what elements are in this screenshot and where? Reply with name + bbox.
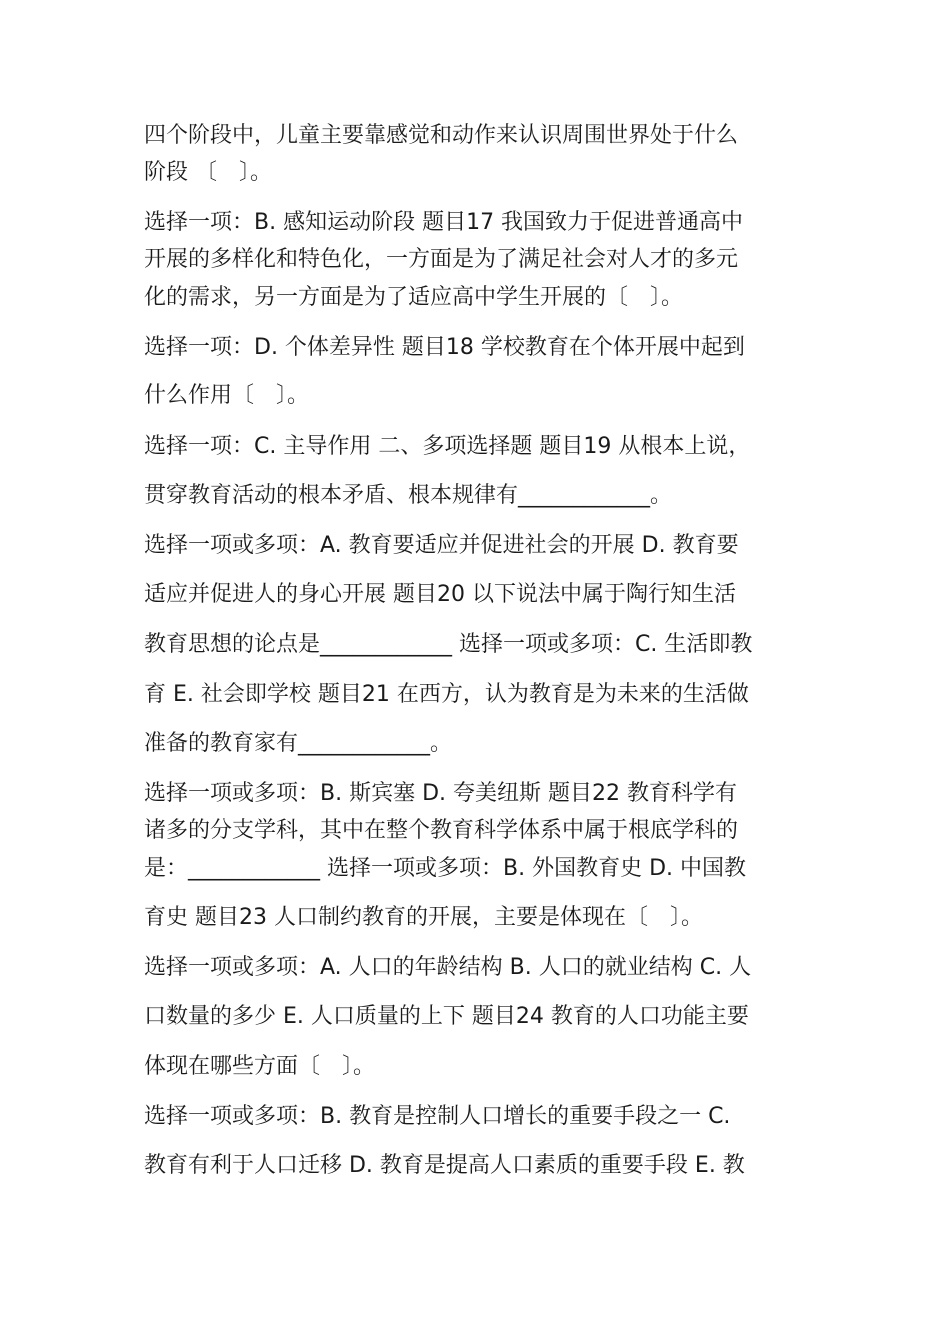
text-line: 四个阶段中，儿童主要靠感觉和动作来认识周围世界处于什么 bbox=[144, 123, 739, 148]
text-line: 选择一项或多项：A. 人口的年龄结构 B. 人口的就业结构 C. 人 bbox=[144, 955, 752, 980]
text-line: 准备的教育家有____________。 bbox=[144, 731, 453, 756]
text-line: 教育有利于人口迁移 D. 教育是提高人口素质的重要手段 E. 教 bbox=[144, 1153, 745, 1178]
text-line: 阶段 〔 〕。 bbox=[144, 160, 272, 185]
text-line: 选择一项或多项：B. 斯宾塞 D. 夸美纽斯 题目22 教育科学有 bbox=[144, 781, 737, 806]
text-line: 教育思想的论点是____________ 选择一项或多项：C. 生活即教 bbox=[144, 632, 753, 657]
text-line: 开展的多样化和特色化，一方面是为了满足社会对人才的多元 bbox=[144, 247, 739, 272]
text-line: 育史 题目23 人口制约教育的开展，主要是体现在〔 〕。 bbox=[144, 905, 703, 930]
text-line: 选择一项：D. 个体差异性 题目18 学校教育在个体开展中起到 bbox=[144, 335, 745, 360]
text-line: 化的需求，另一方面是为了适应高中学生开展的〔 〕。 bbox=[144, 285, 684, 310]
text-line: 口数量的多少 E. 人口质量的上下 题目24 教育的人口功能主要 bbox=[144, 1004, 749, 1029]
text-line: 什么作用〔 〕。 bbox=[144, 383, 310, 408]
text-line: 体现在哪些方面〔 〕。 bbox=[144, 1054, 376, 1079]
text-line: 育 E. 社会即学校 题目21 在西方，认为教育是为未来的生活做 bbox=[144, 682, 749, 707]
text-line: 选择一项或多项：B. 教育是控制人口增长的重要手段之一 C. bbox=[144, 1104, 731, 1129]
text-line: 选择一项：C. 主导作用 二、多项选择题 题目19 从根本上说， bbox=[144, 434, 751, 459]
text-line: 适应并促进人的身心开展 题目20 以下说法中属于陶行知生活 bbox=[144, 582, 736, 607]
text-line: 是：____________ 选择一项或多项：B. 外国教育史 D. 中国教 bbox=[144, 856, 746, 881]
text-line: 选择一项或多项：A. 教育要适应并促进社会的开展 D. 教育要 bbox=[144, 533, 739, 558]
text-line: 诸多的分支学科，其中在整个教育科学体系中属于根底学科的 bbox=[144, 818, 739, 843]
text-line: 选择一项：B. 感知运动阶段 题目17 我国致力于促进普通高中 bbox=[144, 210, 744, 235]
text-line: 贯穿教育活动的根本矛盾、根本规律有____________。 bbox=[144, 483, 673, 508]
